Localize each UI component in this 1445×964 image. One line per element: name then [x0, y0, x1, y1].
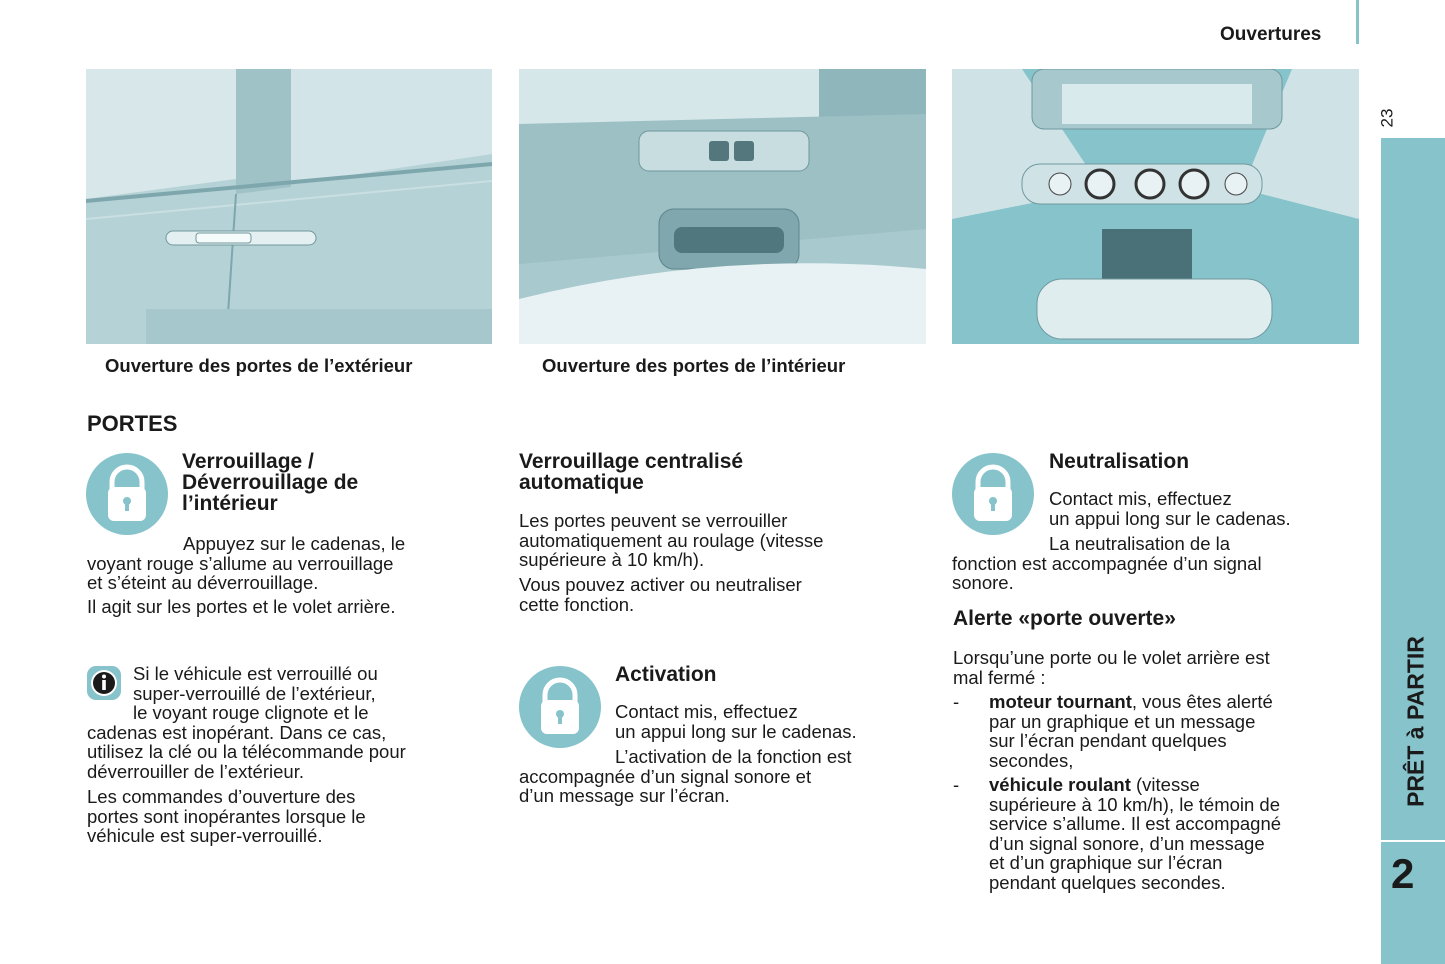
alert-intro: Lorsqu’une porte ou le volet arrière est mal fermé : [953, 647, 1270, 688]
chapter-number: 2 [1391, 850, 1415, 897]
section-heading-portes: PORTES [87, 411, 178, 436]
header-section-title: Ouvertures [1220, 24, 1322, 45]
page-number: 23 [1377, 108, 1397, 128]
caption-interior: Ouverture des portes de l’intérieur [542, 355, 846, 376]
alert-bullet-list [953, 692, 1363, 892]
col1-para2: Il agit sur les portes et le volet arrière. [87, 596, 396, 617]
photo-ceiling-console [952, 69, 1359, 344]
chapter-divider [1381, 840, 1445, 842]
neutralisation-text2: La neutralisation de la fonction est accompagnée d’un signal sonore. [952, 533, 1262, 593]
padlock-icon [519, 666, 601, 748]
list-item: - véhicule roulant (vitesse supérieure à 10 km/h), le témoin de service s’allume. Il est accompagné d’un signal sonore, d’un message et d’un graphique sur l’écran pendant quelques secondes. [953, 774, 1282, 893]
heading-verrouillage: Verrouillage / Déverrouillage de l’intérieur [182, 450, 359, 515]
caption-exterior: Ouverture des portes de l’extérieur [105, 355, 413, 376]
neutralisation-text1: Contact mis, effectuez un appui long sur le cadenas. [1049, 488, 1291, 529]
photo-interior-door [519, 69, 926, 344]
activation-text: Contact mis, effectuez un appui long sur le cadenas. [615, 701, 857, 742]
activation-text2: L’activation de la fonction est accompagnée d’un signal sonore et d’un message sur l’écran. [519, 746, 852, 806]
chapter-title: PRÊT à PARTIR [1402, 636, 1429, 807]
chapter-tab [1381, 138, 1445, 964]
col1-para3: Les commandes d’ouverture des portes sont inopérantes lorsque le véhicule est super-verrouillé. [87, 786, 366, 846]
col2-para2: Vous pouvez activer ou neutraliser cette fonction. [519, 574, 802, 615]
heading-neutralisation: Neutralisation [1049, 450, 1190, 473]
col1-para1: Appuyez sur le cadenas, le voyant rouge s’allume au verrouillage et s’éteint au déverrouillage. [87, 533, 406, 593]
heading-alerte: Alerte «porte ouverte» [953, 607, 1176, 630]
heading-activation: Activation [615, 663, 717, 686]
header-rule [1356, 0, 1359, 44]
list-item: - moteur tournant, vous êtes alerté par un graphique et un message sur l’écran pendant quelques secondes, [953, 691, 1273, 771]
photo-exterior-door [86, 69, 492, 344]
col2-para1: Les portes peuvent se verrouiller automatiquement au roulage (vitesse supérieure à 10 km/h). [519, 510, 824, 570]
info-note: Si le véhicule est verrouillé ou super-verrouillé de l’extérieur, le voyant rouge clignote et le cadenas est inopérant. Dans ce cas, utilisez la clé ou la télécommande pour déverrouiller de l’extérieur. [87, 663, 406, 782]
heading-verrouillage-centralise: Verrouillage centralisé automatique [519, 450, 744, 494]
padlock-icon [86, 453, 168, 535]
padlock-icon [952, 453, 1034, 535]
